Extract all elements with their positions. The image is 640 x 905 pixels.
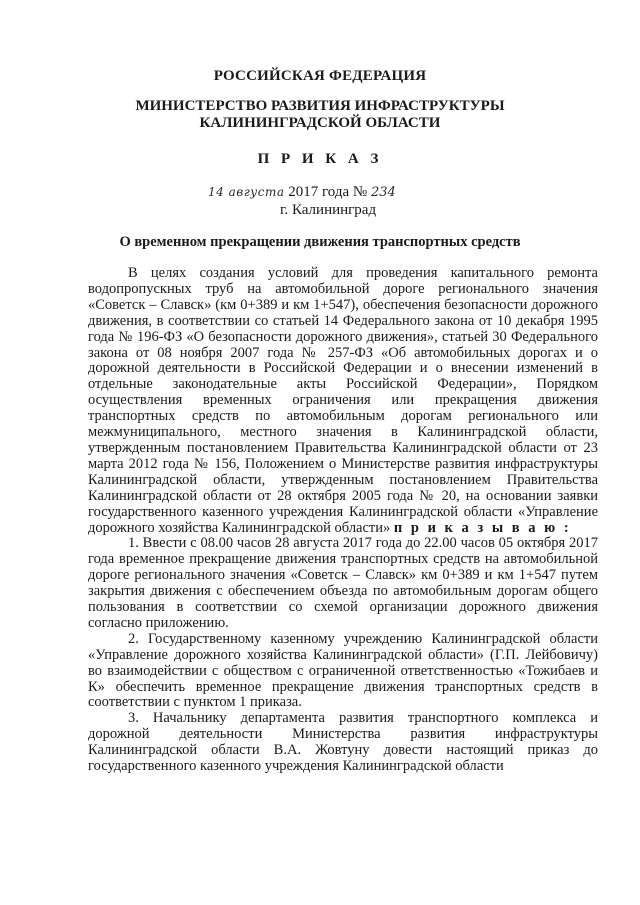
number-sign: № [352,184,368,200]
ministry-heading-line1: МИНИСТЕРСТВО РАЗВИТИЯ ИНФРАСТРУКТУРЫ [135,98,505,114]
handwritten-number: 234 [370,185,396,200]
date-line [208,184,396,201]
city-line: г. Калининград [280,202,377,218]
year-text: 2017 года [288,184,350,200]
document-subject: О временном прекращении движения транспортных средств [119,234,521,250]
ministry-heading [0,98,640,132]
order-item-3: 3. Начальнику департамента развития транспортного комплекса и дорожной деятельности Министерства развития инфраструктуры Калининградской области В.А. Жовтуну довести настоящий приказ до государственного казенного учреждения Калининградской области [88,710,598,775]
document-body [88,266,598,775]
order-item-1: 1. Ввести с 08.00 часов 28 августа 2017 года до 22.00 часов 05 октября 2017 года временное прекращение движения транспортных средств на автомобильной дороге регионального значения «Советск – Славск» км 0+389 и км 1+547 путем закрытия движения с обеспечением объезда по автомобильным дорогам общего пользования в соответствии со схемой организации дорожного движения согласно приложению. [88,535,598,631]
preamble-paragraph [88,266,598,536]
country-heading: РОССИЙСКАЯ ФЕДЕРАЦИЯ [213,68,427,84]
order-item-2: 2. Государственному казенному учреждению Калининградской области «Управление дорожного хозяйства Калининградской области» (Г.П. Лейбовичу) во взаимодействии с обществом с ограниченной ответственностью «Тожибаев и К» обеспечить временное прекращение движения транспортных средств в соответствии с пунктом 1 приказа. [88,630,598,711]
document-type-heading: П Р И К А З [257,151,383,167]
preamble-text: В целях создания условий для проведения капитального ремонта водопропускных труб на автомобильной дороге регионального значения «Советск – Славск» (км 0+389 и км 1+547), обеспечения безопасности дорожного движения, в соответствии со статьей 14 Федерального закона от 10 декабря 1995 года № 196-ФЗ «О безопасности дорожного движения», статьей 30 Федерального закона от 08 ноября 2007 года № 257-ФЗ «Об автомобильных дорогах и о дорожной деятельности в Российской Федерации и о внесении изменений в отдельные законодательные акты Российской Федерации», Порядком осуществления временных ограничения или прекращения движения транспортных средств по автомобильным дорогам регионального или межмуниципального, местного значения в Калининградской области, утвержденным постановлением Правительства Калининградской области от 23 марта 2012 года № 156, Положением о Министерстве развития инфраструктуры Калининградской области, утвержденным постановлением Правительства Калининградской области от 28 октября 2005 года № 20, на основании заявки государственного казенного учреждения Калининградской области «Управление дорожного хозяйства Калининградской области» [88,265,598,536]
order-word: п р и к а з ы в а ю : [393,519,572,536]
handwritten-date: 14 августа [208,185,285,199]
ministry-heading-line2: КАЛИНИНГРАДСКОЙ ОБЛАСТИ [199,115,441,131]
